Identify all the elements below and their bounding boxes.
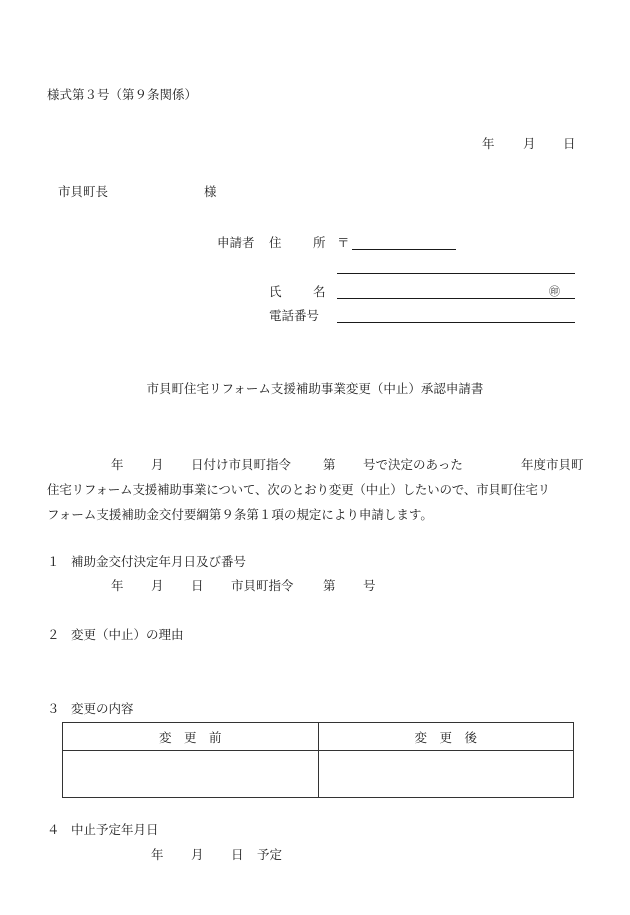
item4-number: ４ [47,822,60,837]
body-day-ref: 日付け市貝町指令 [191,457,292,472]
after-content-cell [318,751,574,798]
item3-title: 変更の内容 [71,701,134,716]
item4-year: 年 [151,847,164,862]
body-year: 年 [111,457,124,472]
postal-code-line [352,249,456,250]
addressee-honorific: 様 [204,184,217,199]
body-decided: 号で決定のあった [363,457,463,472]
address-line [337,273,575,274]
item1-year: 年 [111,578,124,593]
item1-number: １ [47,554,60,569]
before-content-cell [63,751,319,798]
body-month: 月 [151,457,164,472]
col-before-header: 変 更 前 [63,723,319,751]
address-label-2: 所 [313,235,326,250]
postal-mark: 〒 [337,235,350,250]
name-line [337,298,575,299]
name-label-2: 名 [313,284,326,299]
addressee-title: 市貝町長 [58,184,109,199]
body-line-2: 住宅リフォーム支援補助事業について、次のとおり変更（中止）したいので、市貝町住宅リ [47,482,550,497]
date-year-label: 年 [482,136,495,151]
item1-title: 補助金交付決定年月日及び番号 [71,554,247,569]
item4-planned: 予定 [257,847,283,862]
applicant-label: 申請者 [217,235,255,250]
item1-month: 月 [151,578,164,593]
item1-dai: 第 [323,578,336,593]
item2-number: ２ [47,627,60,642]
body-dai: 第 [323,457,336,472]
address-label-1: 住 [269,235,282,250]
item3-number: ３ [47,701,60,716]
document-title: 市貝町住宅リフォーム支援補助事業変更（中止）承認申請書 [146,381,484,396]
changes-table-header-row [63,723,574,751]
item2-title: 変更（中止）の理由 [71,627,184,642]
item4-title: 中止予定年月日 [71,822,159,837]
phone-line [337,322,575,323]
body-fiscal: 年度市貝町 [521,457,584,472]
col-after-header: 変 更 後 [318,723,574,751]
body-line-3: フォーム支援補助金交付要綱第９条第１項の規定により申請します。 [47,507,433,522]
form-number: 様式第３号（第９条関係） [47,87,198,102]
seal-mark: ㊞ [549,285,560,298]
date-day-label: 日 [563,136,576,151]
date-month-label: 月 [523,136,536,151]
changes-table [62,722,574,798]
changes-table-row [63,751,574,798]
item1-directive: 市貝町指令 [231,578,294,593]
phone-label: 電話番号 [269,308,320,323]
name-label-1: 氏 [269,284,282,299]
item4-month: 月 [191,847,204,862]
item1-go: 号 [363,578,376,593]
item4-day: 日 [231,847,244,862]
item1-day: 日 [191,578,204,593]
